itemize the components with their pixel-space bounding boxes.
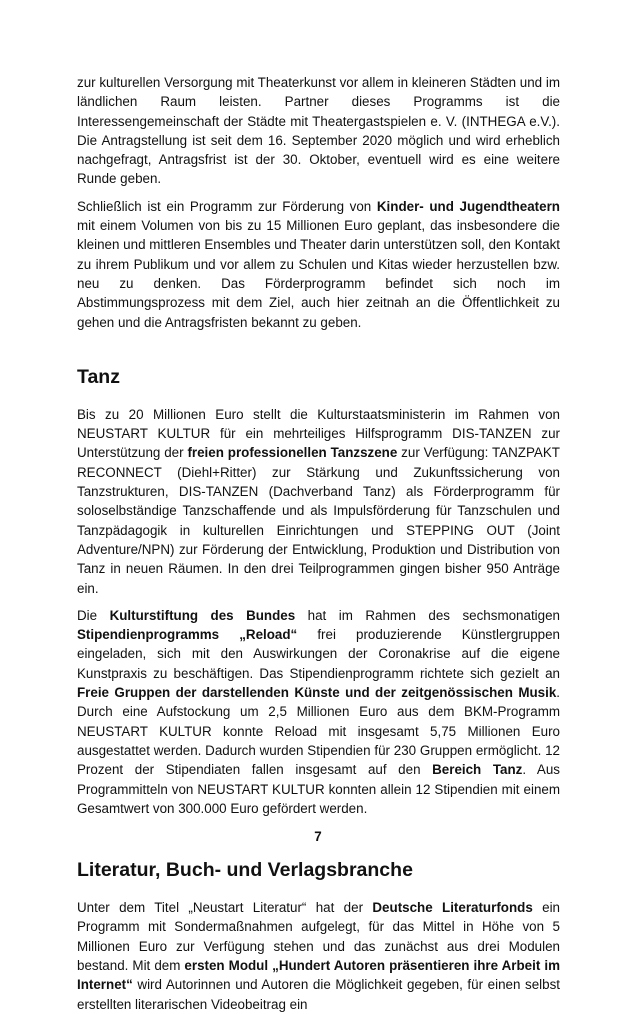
bold-text: Kulturstiftung des Bundes [109,607,296,623]
bold-text: Kinder- und Jugendtheatern [376,198,560,214]
text: ein Programm mit Sondermaßnahmen aufgelegt, für das Mittel in Höhe von 5 Millionen Euro zur Verfügung stehen und das zunächst aus drei Modulen bestand. Mit dem [77,900,560,973]
text: frei produzierende Künstlergruppen eingeladen, sich mit den Auswirkungen der Coronakrise auf die eigene Kunstpraxis zu beschäftigen. Das Stipendienprogramm richtete sich gezielt an [77,627,560,681]
bold-text: Bereich Tanz [432,762,523,778]
text: wird Autorinnen und Autoren die Möglichkeit gegeben, für einen selbst erstellten literarischen Videobeitrag ein [77,977,560,1012]
bold-text: Deutsche Literaturfonds [372,900,533,916]
bold-text: Stipendienprogramms „Reload“ [77,627,298,643]
text: mit einem Volumen von bis zu 15 Millionen Euro geplant, das insbesondere die kleinen und mittleren Ensembles und Theater darin unterstützen soll, den Kontakt zu ihrem Publikum und vor allem zu Schulen und Kitas wieder herzustellen bzw. neu zu denken. Das Förderprogramm befindet sich noch im Abstimmungsprozess mit dem Ziel, auch hier zeitnah an die Öffentlichkeit zu gehen und die Antragsfristen bekannt zu geben. [77,218,560,330]
bold-text: ersten Modul „Hundert Autoren präsentieren ihre Arbeit im Internet“ [77,957,560,993]
document-page [77,73,560,1014]
paragraph-neustart-literatur [77,898,560,1014]
bold-text: freien professionellen Tanzszene [187,445,398,461]
page-number: 7 [314,829,322,844]
paragraph-dis-tanzen [77,405,560,598]
section-tanz [77,365,560,818]
text: Die [77,607,110,623]
heading-literatur: Literatur, Buch- und Verlagsbranche [77,859,413,882]
paragraph-inthega: zur kulturellen Versorgung mit Theaterkunst vor allem in kleineren Städten und im ländlichen Raum leisten. Partner dieses Programms ist die Interessengemeinschaft der Städte mit Theatergastspielen e. V. (INTHEGA e.V.). Die Antragstellung ist seit dem 16. September 2020 möglich und wird erheblich nachgefragt, Antragsfrist ist der 30. Oktober, eventuell wird es eine weitere Runde geben. [77,75,560,187]
paragraph-kinder-jugendtheater [77,197,560,332]
text: . Aus Programmitteln von NEUSTART KULTUR konnten allein 12 Stipendien mit einem Gesamtwert von 300.000 Euro gefördert werden. [77,762,560,816]
paragraph-reload [77,606,560,818]
section-literatur [77,858,560,1014]
text: hat im Rahmen des sechsmonatigen [295,607,560,623]
text: zur Verfügung: TANZPAKT RECONNECT (Diehl+Ritter) zur Stärkung und Zukunftssicherung von Tanzstrukturen, DIS-TANZEN (Dachverband Tanz) als Förderprogramm für soloselbständige Tanzschaffende und als Impulsförderung für Tanzschulen und Tanzpädagogik in kulturellen Einrichtungen und STEPPING OUT (Joint Adventure/NPN) zur Förderung der Entwicklung, Produktion und Distribution von Tanz in neuen Räumen. In den drei Teilprogrammen gingen bisher 950 Anträge ein. [77,445,560,596]
text: Schließlich ist ein Programm zur Förderung von [77,198,377,214]
bold-text: Freie Gruppen der darstellenden Künste und der zeitgenössischen Musik [77,685,557,701]
text: Unter dem Titel „Neustart Literatur“ hat der [77,900,373,916]
heading-tanz: Tanz [77,365,120,388]
text: . Durch eine Aufstockung um 2,5 Millionen Euro aus dem BKM-Programm NEUSTART KULTUR konnte Reload mit insgesamt 5,75 Millionen Euro ausgestattet werden. Dadurch wurden Stipendien für 230 Gruppen ermöglicht. 12 Prozent der Stipendiaten fallen insgesamt auf den [77,685,560,778]
text: Bis zu 20 Millionen Euro stellt die Kulturstaatsministerin im Rahmen von NEUSTART KULTUR für ein mehrteiliges Hilfsprogramm DIS-TANZEN zur Unterstützung der [77,406,560,461]
